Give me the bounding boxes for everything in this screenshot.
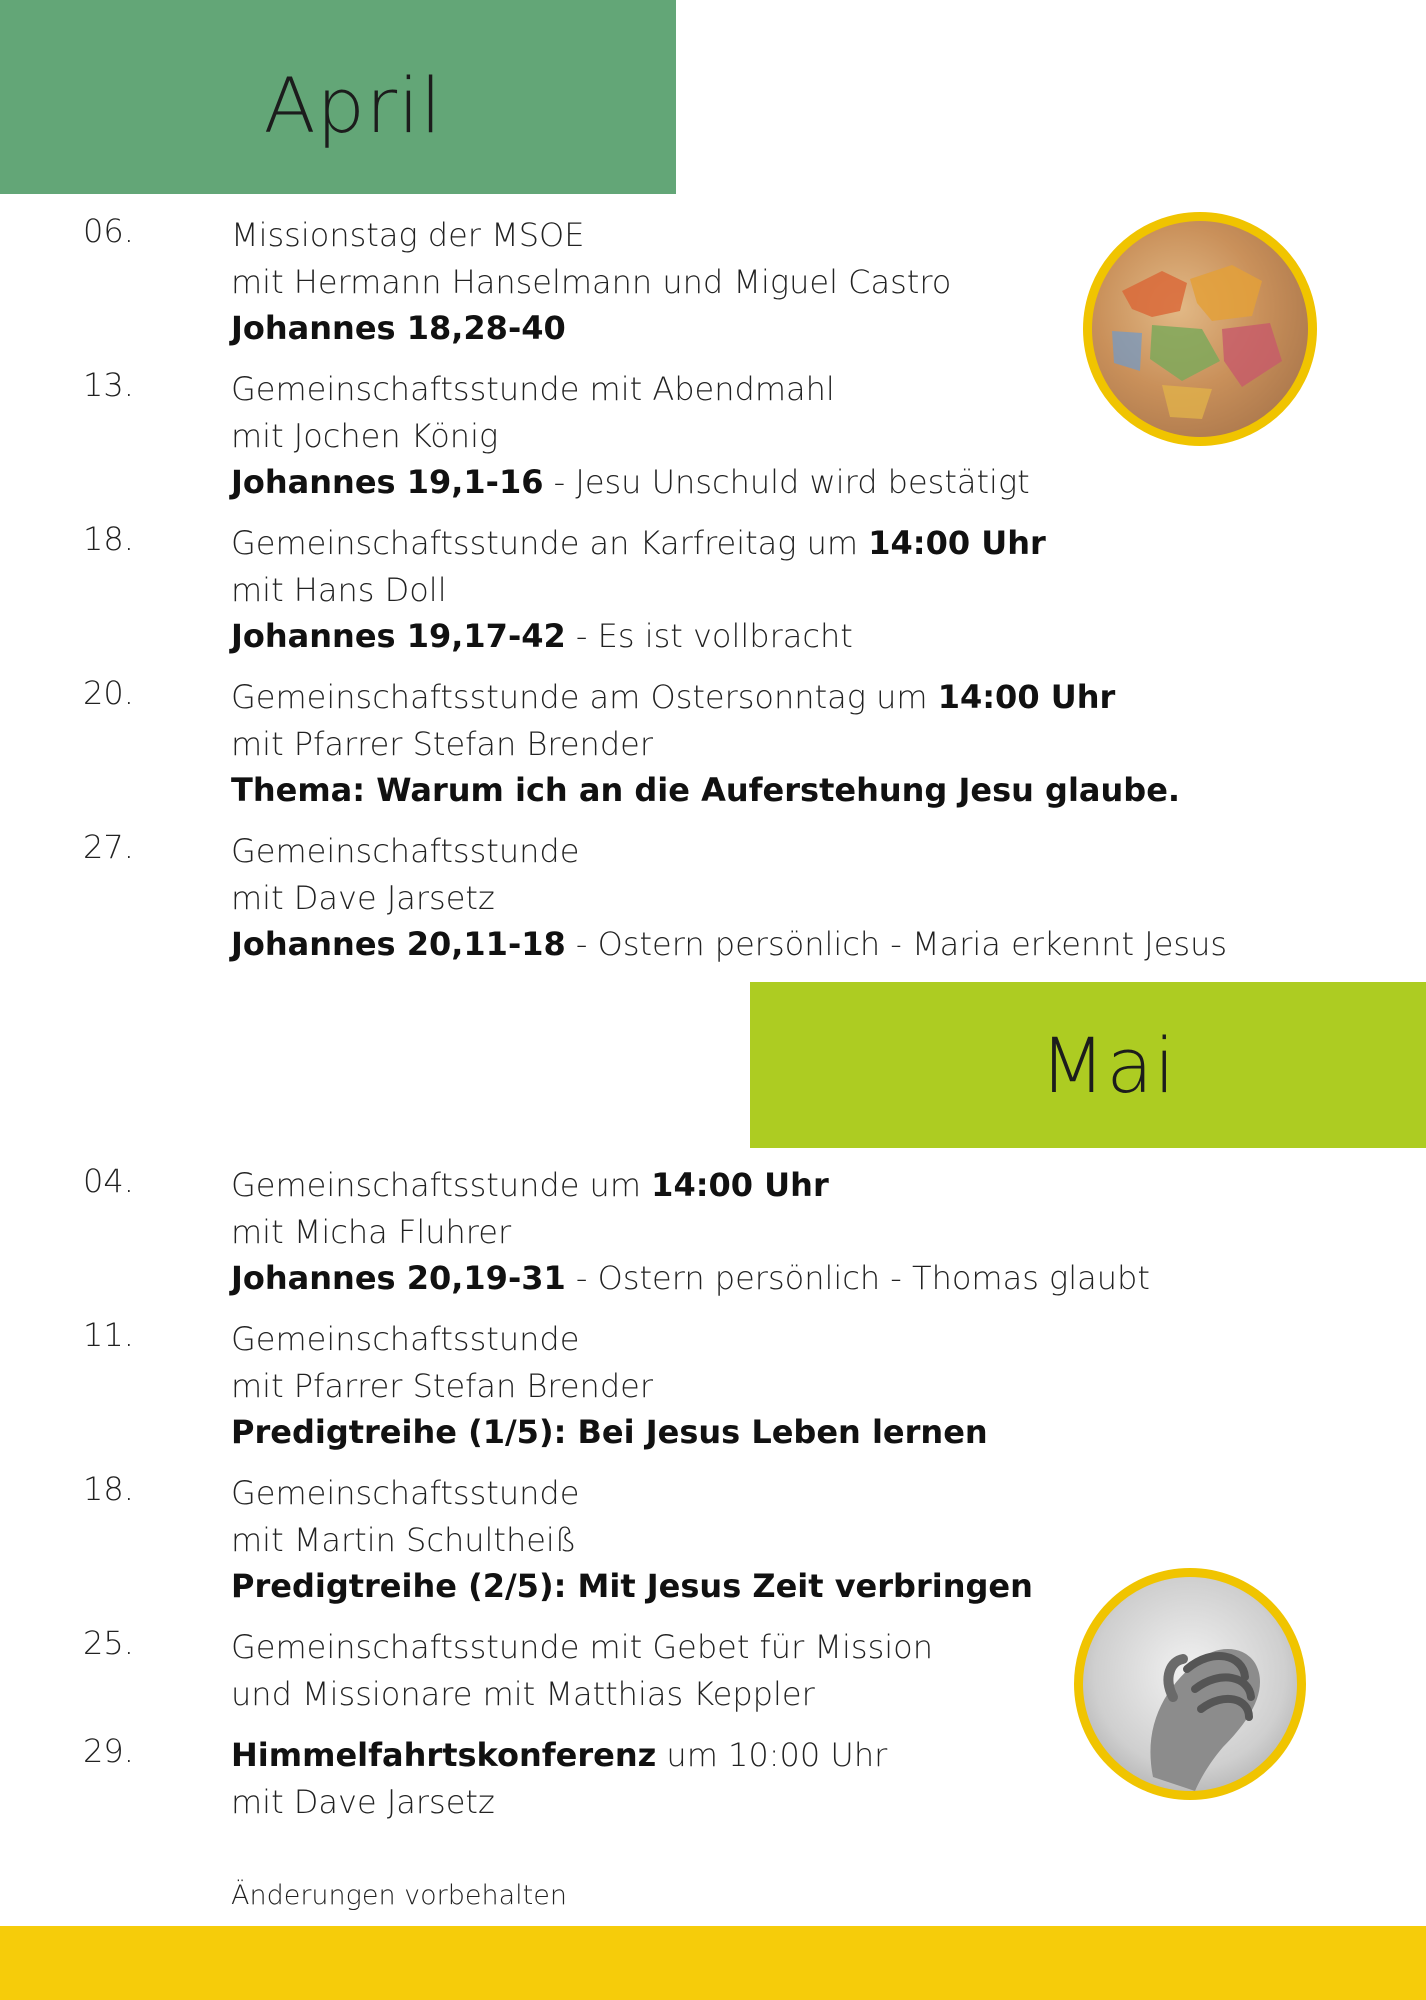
event-text: mit Hans Doll <box>231 570 447 609</box>
event-line <box>231 212 951 259</box>
event-details <box>231 212 951 352</box>
event-text: mit Dave Jarsetz <box>231 1782 495 1821</box>
event-line <box>231 921 1227 968</box>
globe-map-image <box>1083 212 1317 446</box>
event-text: und Missionare mit Matthias Keppler <box>231 1674 815 1713</box>
event-line <box>231 1779 887 1826</box>
event-details <box>231 1470 1033 1610</box>
event-line <box>231 1671 933 1718</box>
event-date: 18. <box>83 520 134 558</box>
event-text-bold: Predigtreihe (2/5): Mit Jesus Zeit verbringen <box>231 1567 1033 1605</box>
event-text: - Jesu Unschuld wird bestätigt <box>543 463 1030 501</box>
event-line <box>231 1409 988 1456</box>
event-text-bold: Himmelfahrtskonferenz <box>231 1736 657 1774</box>
month-title-april: April <box>263 60 443 150</box>
event-details <box>231 674 1180 814</box>
event-line <box>231 1363 988 1410</box>
folded-hands-image <box>1074 1568 1306 1800</box>
month-header-april <box>0 0 676 194</box>
event-text: Gemeinschaftsstunde am Ostersonntag um <box>231 678 938 716</box>
globe-map-illustration <box>1092 221 1308 437</box>
event-text: mit Dave Jarsetz <box>231 878 495 917</box>
event-text: mit Jochen König <box>231 416 499 455</box>
event-text: mit Micha Fluhrer <box>231 1212 512 1251</box>
event-text: mit Pfarrer Stefan Brender <box>231 1366 653 1405</box>
event-line <box>231 1316 988 1363</box>
event-text: um 10:00 Uhr <box>656 1736 888 1774</box>
event-line <box>231 413 1030 460</box>
event-text-bold: Johannes 20,19-31 <box>231 1259 566 1297</box>
event-line <box>231 567 1046 614</box>
event-text: - Ostern persönlich - Maria erkennt Jesus <box>565 925 1228 963</box>
month-header-mai <box>750 982 1426 1148</box>
event-text: - Ostern persönlich - Thomas glaubt <box>565 1259 1150 1297</box>
event-text: Gemeinschaftsstunde <box>231 832 580 870</box>
event-line <box>231 459 1030 506</box>
event-line <box>231 767 1180 814</box>
event-text-bold: Predigtreihe (1/5): Bei Jesus Leben lernen <box>231 1413 988 1451</box>
event-text: Gemeinschaftsstunde mit Gebet für Mission <box>231 1628 933 1666</box>
month-title-mai: Mai <box>1039 1020 1177 1110</box>
event-text-bold: 14:00 Uhr <box>937 678 1116 716</box>
event-text: mit Pfarrer Stefan Brender <box>231 724 653 763</box>
event-line <box>231 1255 1150 1302</box>
event-line <box>231 1517 1033 1564</box>
event-text-bold: 14:00 Uhr <box>651 1166 829 1204</box>
event-line <box>231 1470 1033 1517</box>
event-details <box>231 828 1227 968</box>
event-date: 18. <box>83 1470 134 1508</box>
event-details <box>231 1316 988 1456</box>
event-details <box>231 1624 933 1717</box>
event-line <box>231 259 951 306</box>
event-text: - Es ist vollbracht <box>565 617 853 655</box>
event-date: 25. <box>83 1624 134 1662</box>
event-line <box>231 1209 1150 1256</box>
folded-hands-illustration <box>1083 1577 1297 1791</box>
event-line <box>231 1732 887 1779</box>
event-line <box>231 520 1046 567</box>
event-text-bold: 14:00 Uhr <box>868 524 1046 562</box>
event-details <box>231 366 1030 506</box>
event-details <box>231 1732 887 1825</box>
event-line <box>231 674 1180 721</box>
event-date: 11. <box>83 1316 134 1354</box>
event-line <box>231 1563 1033 1610</box>
event-text: Gemeinschaftsstunde <box>231 1474 580 1512</box>
event-line <box>231 366 1030 413</box>
event-text: mit Hermann Hanselmann und Miguel Castro <box>231 262 952 301</box>
event-text: Gemeinschaftsstunde an Karfreitag um <box>231 524 869 562</box>
event-text: mit Martin Schultheiß <box>231 1520 577 1559</box>
event-line <box>231 305 951 352</box>
event-text-bold: Johannes 20,11-18 <box>231 925 566 963</box>
event-details <box>231 520 1046 660</box>
event-text-bold: Johannes 19,1-16 <box>231 463 544 501</box>
event-line <box>231 875 1227 922</box>
footnote-changes-reserved: Änderungen vorbehalten <box>231 1880 567 1911</box>
event-line <box>231 828 1227 875</box>
event-text: Missionstag der MSOE <box>231 216 585 254</box>
event-date: 13. <box>83 366 134 404</box>
event-line <box>231 613 1046 660</box>
event-date: 20. <box>83 674 134 712</box>
event-line <box>231 1162 1150 1209</box>
event-date: 06. <box>83 212 134 250</box>
event-date: 29. <box>83 1732 134 1770</box>
event-text: Gemeinschaftsstunde um <box>231 1166 652 1204</box>
event-date: 04. <box>83 1162 134 1200</box>
event-text-bold: Johannes 19,17-42 <box>231 617 566 655</box>
event-text-bold: Johannes 18,28-40 <box>231 309 566 347</box>
event-line <box>231 721 1180 768</box>
event-details <box>231 1162 1150 1302</box>
event-text: Gemeinschaftsstunde <box>231 1320 580 1358</box>
event-date: 27. <box>83 828 134 866</box>
event-text: Gemeinschaftsstunde mit Abendmahl <box>231 370 835 408</box>
event-text-bold: Thema: Warum ich an die Auferstehung Jesu glaube. <box>231 771 1181 809</box>
footer-color-bar <box>0 1926 1426 2000</box>
event-line <box>231 1624 933 1671</box>
